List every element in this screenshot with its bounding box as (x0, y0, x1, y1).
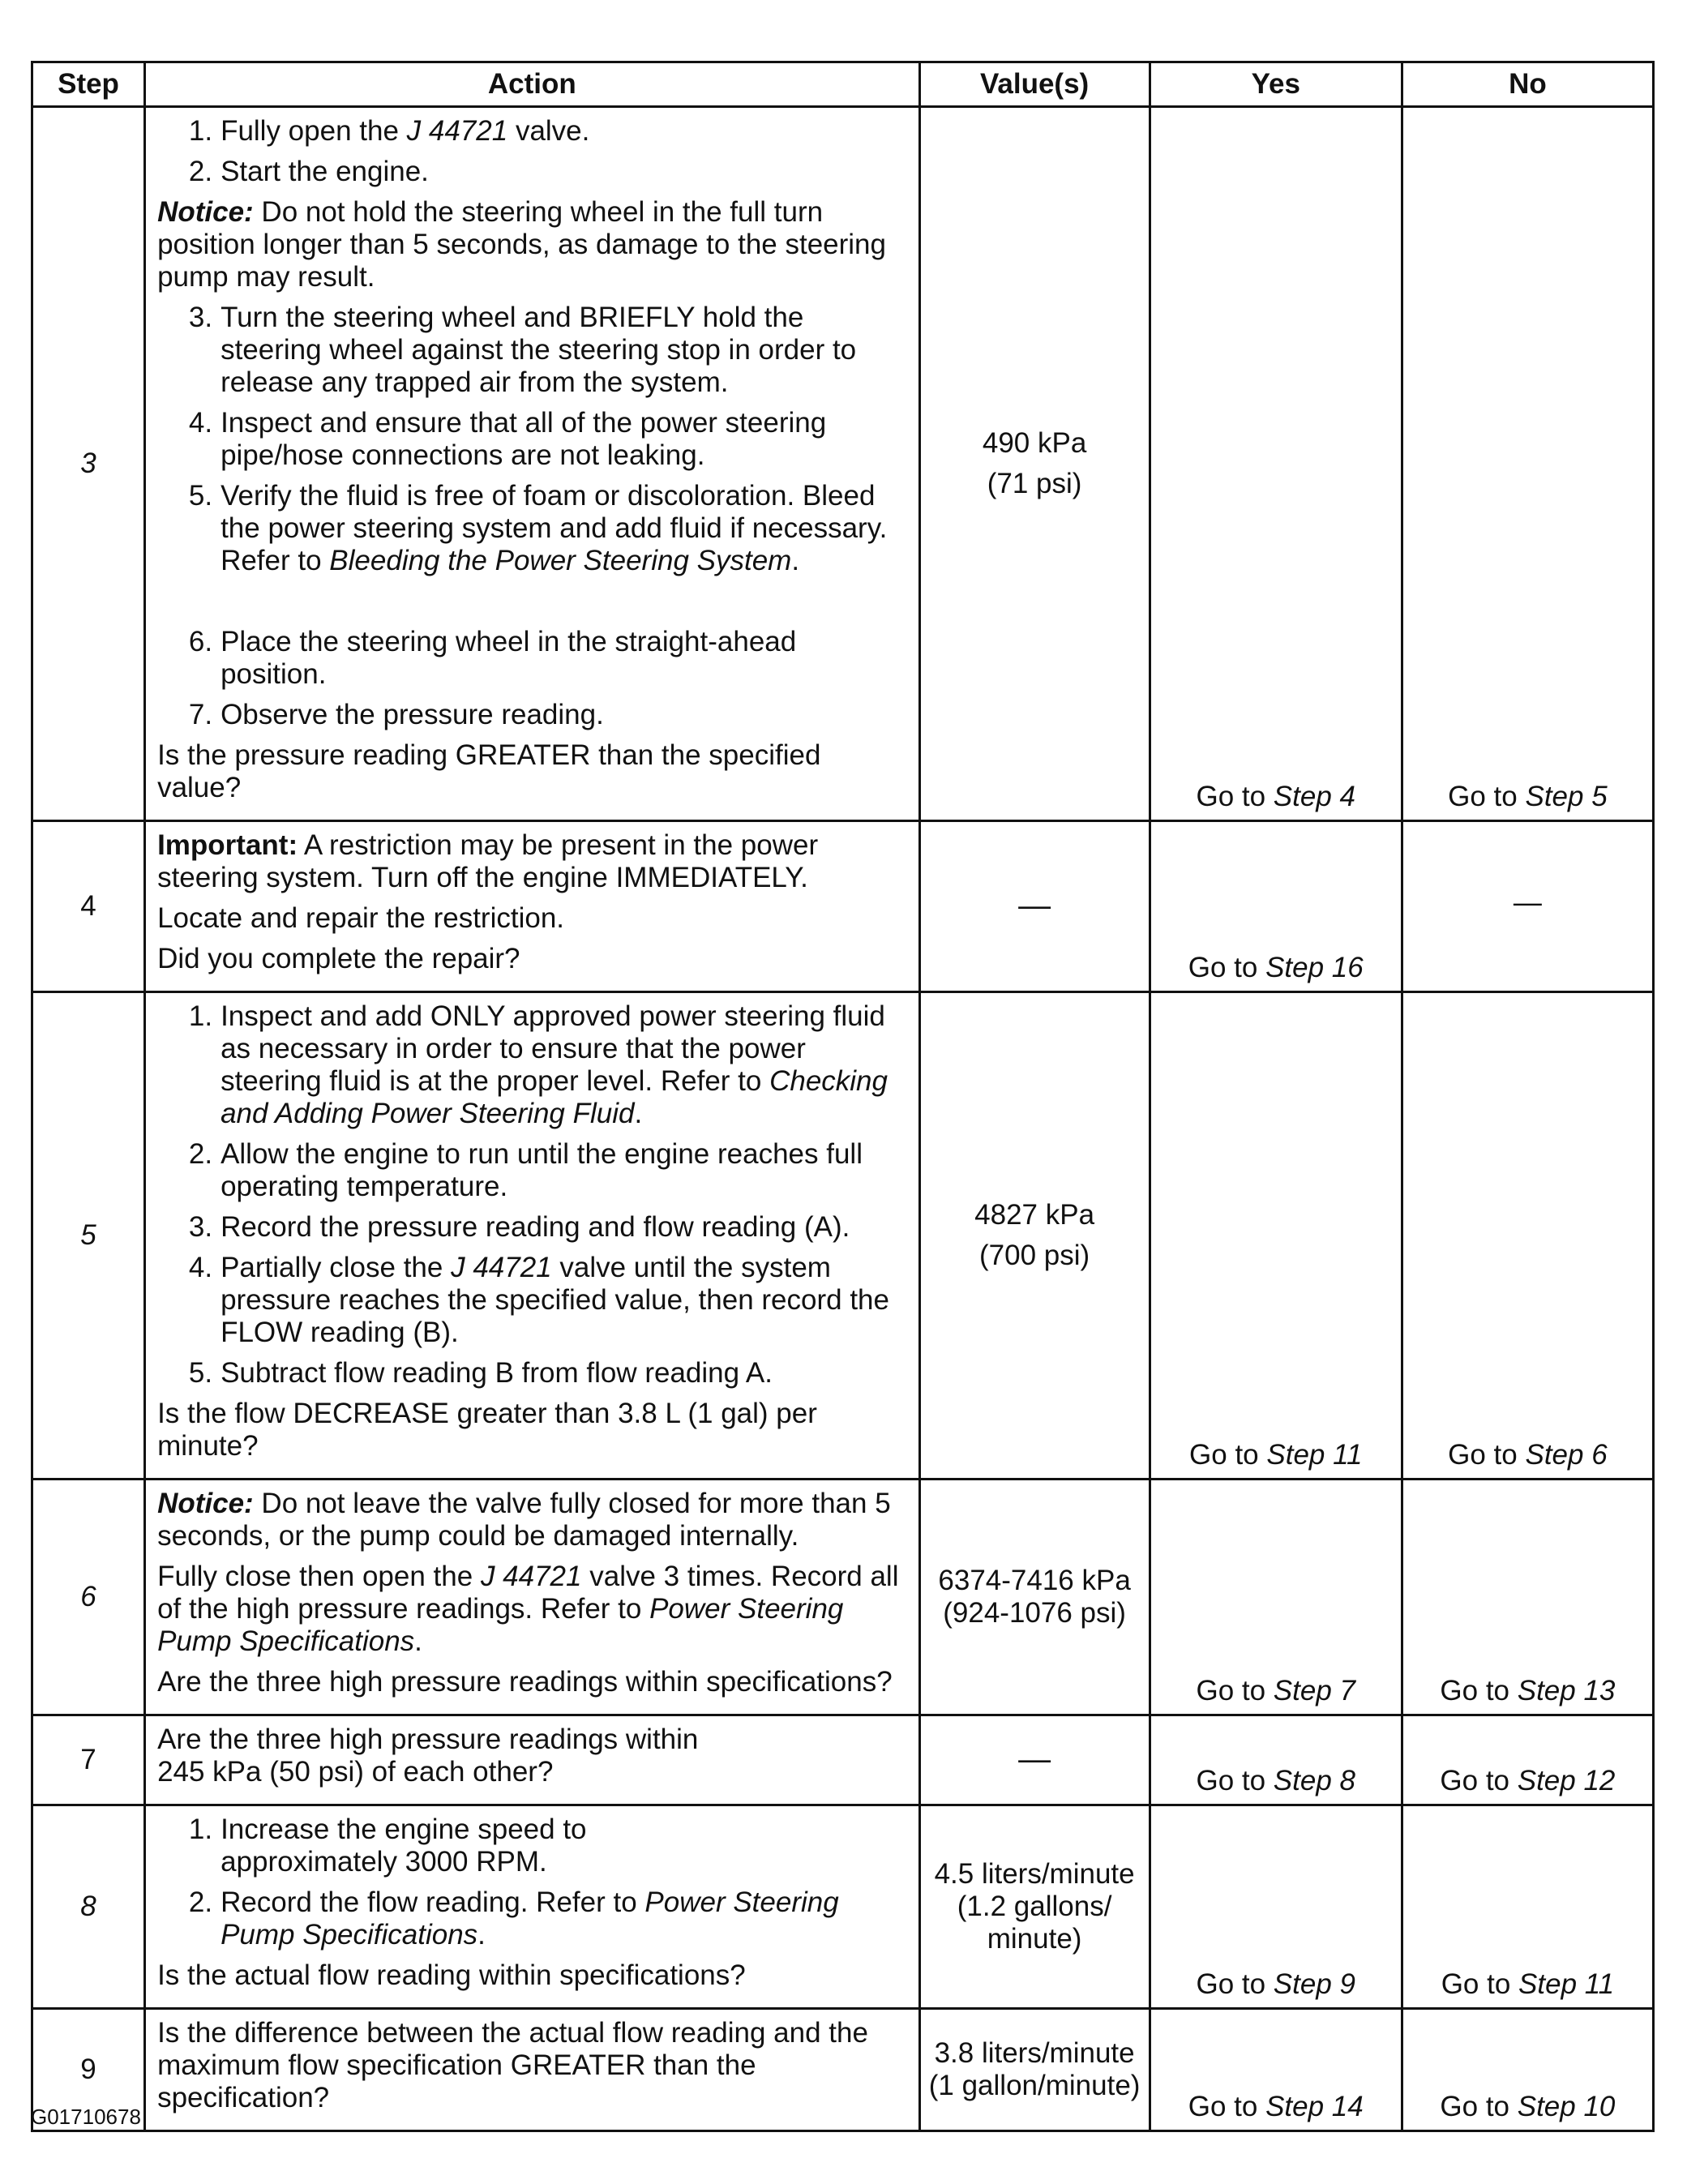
value-cell: 4.5 liters/minute (1.2 gallons/ minute) (919, 1805, 1150, 2009)
list-item: 7. Observe the pressure reading. (188, 699, 604, 730)
no-cell: Go to Step 10 (1402, 2009, 1653, 2131)
action-cell (145, 107, 919, 821)
goto-step-link[interactable]: Step 13 (1517, 1675, 1616, 1707)
goto-step-link[interactable]: Step 6 (1525, 1439, 1608, 1471)
step-number: 3 (32, 107, 145, 821)
notice: Notice: Do not hold the steering wheel in the full turn position longer than 5 seconds, as damage to the steering pump may result. (157, 196, 886, 293)
goto-step-link[interactable]: Step 9 (1273, 1968, 1355, 2000)
value-cell: 6374-7416 kPa (924-1076 psi) (919, 1480, 1150, 1715)
list-item: 1. Fully open the J 44721 valve. (188, 115, 590, 147)
table-row-step-7 (32, 1715, 1654, 1805)
table-row-step-3 (32, 107, 1654, 821)
cross-reference-link[interactable]: Power Steering Pump Specifications (157, 1593, 844, 1657)
yes-cell: Go to Step 4 (1150, 107, 1402, 821)
action-cell: Notice: Do not leave the valve fully closed for more than 5 seconds, or the pump could be damaged internally. Fully close then open the J 44721 valve 3 times. Record all of the high pressure readings. Refer to Power Steering Pump Specifications. Are the three high pressure readings within specifications? (145, 1480, 919, 1715)
action-cell (145, 1715, 919, 1805)
value-cell: — (919, 821, 1150, 992)
action-cell (145, 1805, 919, 2009)
table-row-step-4 (32, 821, 1654, 992)
goto-step-link[interactable]: Step 8 (1273, 1765, 1355, 1796)
goto-step-link[interactable]: Step 5 (1525, 781, 1608, 812)
yes-cell: Go to Step 11 (1150, 992, 1402, 1480)
step-number: 8 (32, 1805, 145, 2009)
no-cell: Go to Step 5 (1402, 107, 1653, 821)
cross-reference-link[interactable]: Power Steering Pump Specifications (221, 1886, 839, 1951)
header-step: Step (32, 62, 145, 107)
step-number: 9 (32, 2009, 145, 2131)
notice: Notice: Do not leave the valve fully closed for more than 5 seconds, or the pump could be damaged internally. (157, 1488, 891, 1552)
step-number: 4 (32, 821, 145, 992)
goto-step-link[interactable]: Step 4 (1273, 781, 1355, 812)
goto-step-link[interactable]: Step 7 (1273, 1675, 1355, 1707)
table-row-step-6 (32, 1480, 1654, 1715)
action-list (157, 1000, 906, 1390)
goto-step-link[interactable]: Step 16 (1265, 952, 1364, 983)
action-list (157, 302, 906, 731)
list-item: 1. Inspect and add ONLY approved power steering fluid as necessary in order to ensure that the power steering fluid is at the proper level. Refer to Checking and Adding Power Steering Fluid. (188, 1000, 888, 1129)
action-list (157, 1814, 906, 1951)
list-item: 1. Increase the engine speed to approximately 3000 RPM. (188, 1814, 587, 1878)
no-cell: Go to Step 13 (1402, 1480, 1653, 1715)
value-cell: — (919, 1715, 1150, 1805)
list-item: 2. Record the flow reading. Refer to Power Steering Pump Specifications. (188, 1886, 839, 1951)
value-cell: 4827 kPa (700 psi) (919, 992, 1150, 1480)
step-number: 6 (32, 1480, 145, 1715)
list-item: 4. Partially close the J 44721 valve until the system pressure reaches the specified value, then record the FLOW reading (B). (188, 1252, 889, 1348)
cross-reference-link[interactable]: Bleeding the Power Steering System (329, 545, 792, 576)
header-values: Value(s) (919, 62, 1150, 107)
list-item: 3. Turn the steering wheel and BRIEFLY hold the steering wheel against the steering stop in order to release any trapped air from the system. (188, 302, 857, 398)
no-cell: Go to Step 11 (1402, 1805, 1653, 2009)
goto-step-link[interactable]: Step 12 (1517, 1765, 1616, 1796)
goto-step-link[interactable]: Step 11 (1518, 1968, 1615, 2000)
table-row-step-5 (32, 992, 1654, 1480)
diagnostic-table (31, 61, 1655, 2132)
value-cell: 3.8 liters/minute (1 gallon/minute) (919, 2009, 1150, 2131)
question: Is the flow DECREASE greater than 3.8 L (1 gal) per minute? (157, 1398, 817, 1462)
action-list (157, 115, 906, 188)
yes-cell: Go to Step 14 (1150, 2009, 1402, 2131)
important: Important: A restriction may be present in the power steering system. Turn off the engine IMMEDIATELY. (157, 829, 819, 893)
action-cell (145, 2009, 919, 2131)
header-row (32, 62, 1654, 107)
yes-cell: Go to Step 8 (1150, 1715, 1402, 1805)
cross-reference-link[interactable]: Checking and Adding Power Steering Fluid (221, 1065, 888, 1129)
list-item: 6. Place the steering wheel in the straight-ahead position. (188, 626, 797, 690)
goto-step-link[interactable]: Step 11 (1266, 1439, 1363, 1471)
header-yes: Yes (1150, 62, 1402, 107)
question: Did you complete the repair? (157, 943, 520, 974)
action-cell: Important: A restriction may be present in the power steering system. Turn off the engine IMMEDIATELY. Locate and repair the restriction. Did you complete the repair? (145, 821, 919, 992)
goto-step-link[interactable]: Step 10 (1517, 2091, 1616, 2122)
question: Is the difference between the actual flow reading and the maximum flow specification GREATER than the specification? (157, 2017, 868, 2113)
goto-step-link[interactable]: Step 14 (1265, 2091, 1364, 2122)
no-cell: — (1402, 821, 1653, 992)
yes-cell: Go to Step 16 (1150, 821, 1402, 992)
figure-id: G01710678 (31, 2105, 141, 2129)
yes-cell: Go to Step 7 (1150, 1480, 1402, 1715)
list-item: 5. Verify the fluid is free of foam or discoloration. Bleed the power steering system and add fluid if necessary. Refer to Bleeding the Power Steering System. (188, 480, 888, 576)
list-item: 5. Subtract flow reading B from flow reading A. (188, 1357, 773, 1389)
list-item: 4. Inspect and ensure that all of the power steering pipe/hose connections are not leaking. (188, 407, 827, 471)
step-number: 7 (32, 1715, 145, 1805)
yes-cell: Go to Step 9 (1150, 1805, 1402, 2009)
question: Is the pressure reading GREATER than the specified value? (157, 739, 821, 803)
header-action: Action (145, 62, 919, 107)
value-cell: 490 kPa (71 psi) (919, 107, 1150, 821)
table-row-step-8 (32, 1805, 1654, 2009)
action-cell (145, 992, 919, 1480)
list-item: 2. Start the engine. (188, 156, 429, 187)
list-item: 3. Record the pressure reading and flow reading (A). (188, 1211, 850, 1243)
header-no: No (1402, 62, 1653, 107)
list-item: 2. Allow the engine to run until the engine reaches full operating temperature. (188, 1138, 863, 1202)
question: Are the three high pressure readings within 245 kPa (50 psi) of each other? (157, 1724, 699, 1788)
question: Are the three high pressure readings within specifications? (157, 1666, 893, 1698)
no-cell: Go to Step 12 (1402, 1715, 1653, 1805)
step-number: 5 (32, 992, 145, 1480)
table-row-step-9 (32, 2009, 1654, 2131)
no-cell: Go to Step 6 (1402, 992, 1653, 1480)
question: Is the actual flow reading within specifications? (157, 1959, 746, 1991)
